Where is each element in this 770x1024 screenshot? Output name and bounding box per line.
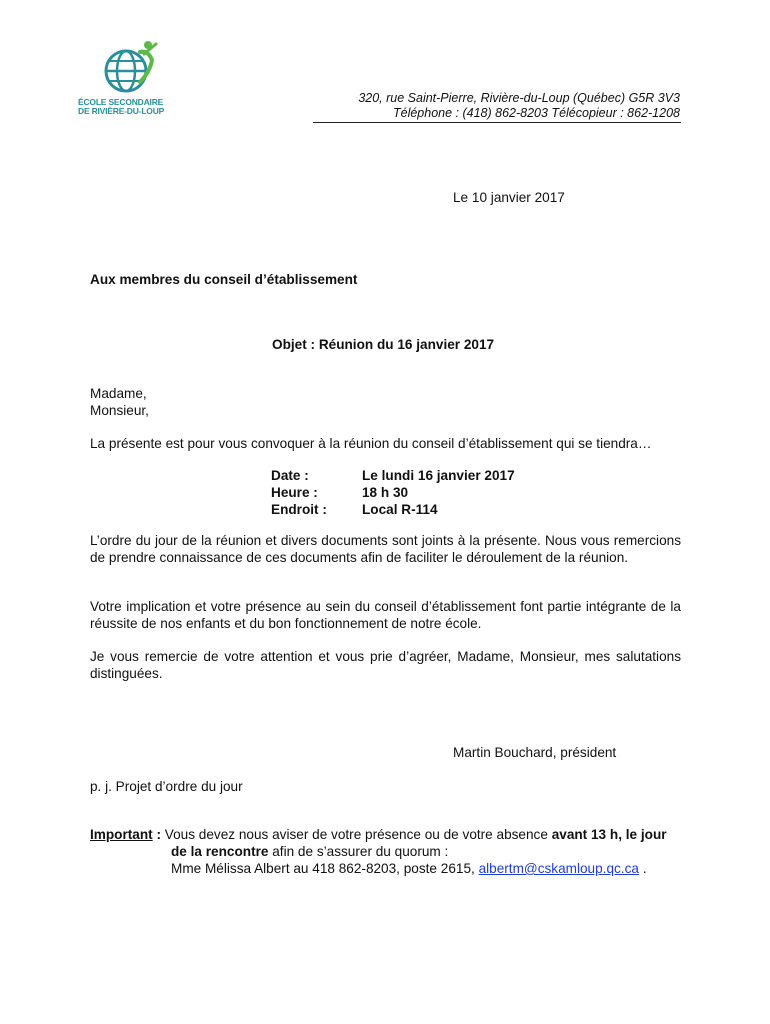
attachment-note: p. j. Projet d’ordre du jour xyxy=(90,779,243,794)
detail-value: Le lundi 16 janvier 2017 xyxy=(362,468,515,483)
school-address xyxy=(330,91,680,121)
phone-line: Téléphone : (418) 862-8203 Télécopieur : 862-1208 xyxy=(392,106,680,120)
logo-text xyxy=(78,98,188,116)
important-line-1 xyxy=(90,826,690,843)
important-line-3 xyxy=(90,860,690,877)
school-logo xyxy=(78,38,188,124)
important-colon: : xyxy=(152,827,165,842)
important-note xyxy=(90,826,690,877)
recipient-line: Aux membres du conseil d’établissement xyxy=(90,272,358,287)
paragraph-documents: L’ordre du jour de la réunion et divers documents sont joints à la présente. Nous vous remercions de prendre connaissance de ces documents afin de faciliter le déroulement de la réunion. xyxy=(90,533,681,565)
detail-row-date xyxy=(271,467,515,484)
important-label: Important xyxy=(90,827,153,842)
important-line-2 xyxy=(90,843,690,860)
detail-value: 18 h 30 xyxy=(362,485,409,500)
salutation-madame: Madame, xyxy=(90,386,147,401)
intro-paragraph: La présente est pour vous convoquer à la réunion du conseil d’établissement qui se tiendra… xyxy=(90,436,652,451)
signature: Martin Bouchard, président xyxy=(453,745,617,760)
detail-label: Date : xyxy=(271,468,309,483)
subject-line: Objet : Réunion du 16 janvier 2017 xyxy=(272,337,495,352)
important-text: Vous devez nous aviser de votre présence ou de votre absence xyxy=(164,827,552,842)
logo-line-1: ÉCOLE SECONDAIRE xyxy=(78,97,164,107)
paragraph-involvement: Votre implication et votre présence au sein du conseil d’établissement font partie intégrante de la réussite de nos enfants et du bon fonctionnement de notre école. xyxy=(90,599,681,631)
meeting-details xyxy=(271,467,515,518)
detail-label: Heure : xyxy=(271,485,318,500)
letter-date: Le 10 janvier 2017 xyxy=(453,190,565,205)
important-meeting-day: de la rencontre xyxy=(171,844,269,859)
paragraph-closing: Je vous remercie de votre attention et vous prie d’agréer, Madame, Monsieur, mes salutations distinguées. xyxy=(90,649,681,681)
globe-figure-icon xyxy=(78,38,188,98)
detail-label: Endroit : xyxy=(271,502,327,517)
header-divider xyxy=(313,122,681,123)
contact-email-link[interactable]: albertm@cskamloup.qc.ca xyxy=(478,861,639,876)
address-line: 320, rue Saint-Pierre, Rivière-du-Loup (Québec) G5R 3V3 xyxy=(358,91,680,105)
contact-end: . xyxy=(638,861,647,876)
detail-row-time xyxy=(271,484,515,501)
detail-value: Local R-114 xyxy=(362,502,438,517)
salutation-monsieur: Monsieur, xyxy=(90,403,149,418)
contact-text: Mme Mélissa Albert au 418 862-8203, poste 2615, xyxy=(171,861,479,876)
important-quorum: afin de s’assurer du quorum : xyxy=(268,844,449,859)
logo-line-2: DE RIVIÈRE-DU-LOUP xyxy=(78,106,165,116)
detail-row-location xyxy=(271,501,515,518)
important-deadline: avant 13 h, le jour xyxy=(551,827,667,842)
